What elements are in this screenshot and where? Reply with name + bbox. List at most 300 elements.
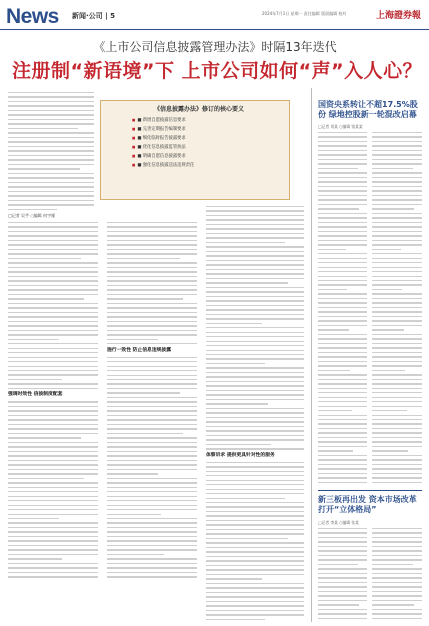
text-line bbox=[206, 502, 304, 503]
text-line bbox=[107, 464, 197, 465]
text-line bbox=[318, 159, 367, 160]
text-line bbox=[318, 410, 352, 411]
text-line bbox=[372, 276, 422, 277]
text-line bbox=[107, 536, 197, 537]
feature-item: ■ ■ 完善定期报告编制要求 bbox=[132, 125, 262, 134]
text-line bbox=[372, 582, 422, 583]
text-line bbox=[8, 464, 98, 465]
text-line bbox=[107, 262, 197, 263]
text-line bbox=[8, 415, 98, 416]
text-line bbox=[372, 302, 422, 303]
text-line bbox=[8, 549, 98, 550]
text-line bbox=[8, 482, 98, 483]
text-line bbox=[372, 392, 422, 393]
text-line bbox=[107, 424, 197, 425]
text-line bbox=[8, 339, 59, 340]
column-divider bbox=[311, 88, 312, 622]
text-line bbox=[318, 347, 367, 348]
text-line bbox=[372, 154, 422, 155]
text-line bbox=[8, 437, 81, 438]
text-line bbox=[318, 609, 367, 610]
text-line bbox=[206, 367, 304, 368]
text-line bbox=[8, 146, 94, 147]
text-line bbox=[107, 231, 197, 232]
text-line bbox=[318, 267, 367, 268]
text-line bbox=[372, 181, 422, 182]
text-line bbox=[318, 473, 367, 474]
text-line bbox=[372, 423, 422, 424]
text-line bbox=[206, 251, 304, 252]
text-line bbox=[206, 583, 304, 584]
text-line bbox=[8, 509, 98, 510]
text-line bbox=[318, 361, 367, 362]
text-line bbox=[318, 550, 367, 551]
text-line bbox=[372, 150, 422, 151]
text-line bbox=[107, 410, 197, 411]
text-line bbox=[318, 482, 367, 483]
text-line bbox=[107, 460, 197, 461]
text-line bbox=[107, 392, 180, 393]
text-line bbox=[8, 572, 98, 573]
text-line bbox=[372, 244, 422, 245]
feature-item: ■ ■ 细化临时报告披露要求 bbox=[132, 134, 262, 143]
text-line bbox=[8, 576, 98, 577]
text-line bbox=[8, 226, 98, 227]
text-line bbox=[8, 141, 94, 142]
text-line bbox=[8, 150, 94, 151]
text-line bbox=[372, 204, 422, 205]
text-line bbox=[372, 352, 422, 353]
text-line bbox=[206, 394, 304, 395]
main-byline: □记者 吴芊 ○编辑 何宇雁 bbox=[8, 213, 56, 218]
text-line bbox=[8, 253, 98, 254]
text-line bbox=[318, 231, 367, 232]
text-line bbox=[318, 235, 367, 236]
text-line bbox=[8, 370, 98, 371]
text-line bbox=[107, 307, 197, 308]
text-line bbox=[372, 441, 422, 442]
text-line bbox=[8, 321, 98, 322]
text-line bbox=[206, 417, 304, 418]
text-line bbox=[318, 150, 367, 151]
text-line bbox=[318, 208, 359, 209]
text-line bbox=[318, 455, 367, 456]
text-line bbox=[8, 379, 62, 380]
text-line bbox=[372, 600, 422, 601]
text-line bbox=[318, 204, 367, 205]
text-line bbox=[206, 233, 304, 234]
text-line bbox=[372, 379, 422, 380]
text-line bbox=[107, 289, 197, 290]
text-line bbox=[318, 459, 367, 460]
text-line bbox=[372, 365, 422, 366]
text-line bbox=[206, 246, 304, 247]
text-line bbox=[8, 249, 98, 250]
text-line bbox=[107, 370, 197, 371]
text-line bbox=[372, 397, 422, 398]
text-line bbox=[8, 357, 98, 358]
text-line bbox=[318, 222, 367, 223]
text-line bbox=[372, 464, 422, 465]
text-line bbox=[372, 145, 422, 146]
text-line bbox=[8, 460, 98, 461]
text-line bbox=[318, 365, 367, 366]
feature-title: 《信息披露办法》修订的核心要义 bbox=[153, 106, 244, 113]
text-line bbox=[107, 419, 197, 420]
text-line bbox=[206, 565, 304, 566]
text-line bbox=[206, 551, 304, 552]
text-line bbox=[318, 591, 367, 592]
text-line bbox=[206, 403, 268, 404]
text-line bbox=[372, 289, 402, 290]
text-line bbox=[318, 415, 367, 416]
text-line bbox=[206, 533, 304, 534]
text-line bbox=[372, 199, 422, 200]
text-line bbox=[8, 334, 98, 335]
text-line bbox=[206, 305, 304, 306]
text-line bbox=[8, 554, 98, 555]
text-line bbox=[318, 613, 367, 614]
text-line bbox=[107, 343, 197, 344]
text-line bbox=[318, 370, 350, 371]
main-headline: 注册制“新语境”下 上市公司如何“声”入人心？ bbox=[12, 60, 423, 82]
text-line bbox=[206, 569, 304, 570]
text-line bbox=[107, 379, 197, 380]
text-line bbox=[318, 532, 367, 533]
text-line bbox=[372, 334, 422, 335]
text-line bbox=[8, 316, 98, 317]
text-line bbox=[318, 618, 367, 619]
text-line bbox=[8, 235, 98, 236]
text-line bbox=[8, 105, 94, 106]
text-line bbox=[8, 191, 94, 192]
text-line bbox=[372, 432, 422, 433]
text-line bbox=[372, 177, 422, 178]
text-line bbox=[8, 231, 98, 232]
text-line bbox=[8, 348, 98, 349]
feature-item: ■ ■ 新增自愿披露信息要求 bbox=[132, 116, 262, 125]
text-line bbox=[206, 412, 304, 413]
text-line bbox=[107, 240, 197, 241]
text-line bbox=[8, 406, 98, 407]
text-line bbox=[372, 595, 422, 596]
text-line bbox=[8, 388, 98, 389]
text-line bbox=[8, 307, 98, 308]
text-line bbox=[107, 276, 197, 277]
text-line bbox=[107, 235, 197, 236]
text-line bbox=[206, 372, 304, 373]
text-line bbox=[318, 217, 367, 218]
feature-item: ■ ■ 明确自愿信息披露要求 bbox=[132, 152, 262, 161]
text-line bbox=[8, 410, 98, 411]
text-line bbox=[206, 255, 304, 256]
text-line bbox=[318, 298, 367, 299]
text-line bbox=[8, 540, 98, 541]
text-line bbox=[206, 435, 304, 436]
text-line bbox=[206, 237, 304, 238]
text-line bbox=[318, 464, 367, 465]
text-line bbox=[8, 527, 98, 528]
text-line bbox=[318, 186, 367, 187]
text-line bbox=[318, 432, 367, 433]
text-line bbox=[8, 545, 98, 546]
text-line bbox=[206, 498, 285, 499]
text-line bbox=[206, 296, 304, 297]
text-line bbox=[206, 224, 304, 225]
text-line bbox=[372, 240, 422, 241]
text-line bbox=[8, 446, 98, 447]
text-line bbox=[372, 383, 422, 384]
text-line bbox=[206, 242, 285, 243]
text-line bbox=[107, 357, 197, 358]
text-line bbox=[372, 235, 422, 236]
text-line bbox=[318, 302, 367, 303]
text-line bbox=[372, 163, 422, 164]
text-line bbox=[206, 439, 304, 440]
text-line bbox=[8, 168, 80, 169]
text-line bbox=[372, 249, 401, 250]
text-line bbox=[8, 209, 57, 210]
text-line bbox=[8, 428, 98, 429]
text-line bbox=[206, 354, 304, 355]
text-line bbox=[8, 303, 98, 304]
text-line bbox=[372, 406, 422, 407]
text-line bbox=[8, 222, 98, 223]
text-line bbox=[318, 132, 367, 133]
text-line bbox=[206, 314, 304, 315]
text-line bbox=[107, 222, 197, 223]
text-line bbox=[8, 558, 62, 559]
text-line bbox=[206, 228, 304, 229]
text-line bbox=[318, 329, 349, 330]
text-line bbox=[318, 289, 347, 290]
text-line bbox=[372, 213, 422, 214]
text-line bbox=[372, 550, 422, 551]
side-story-2-column-2 bbox=[372, 528, 422, 622]
side-story-2-byline: □记者 李某 ○编辑 张某 bbox=[318, 520, 359, 525]
text-line bbox=[107, 267, 197, 268]
text-line bbox=[107, 567, 197, 568]
text-line bbox=[206, 269, 304, 270]
text-line bbox=[206, 610, 304, 611]
text-line bbox=[107, 253, 197, 254]
side-story-2-title: 新三板再出发 资本市场改革打开“立体格局” bbox=[318, 495, 417, 514]
text-line bbox=[318, 280, 367, 281]
text-line bbox=[107, 397, 197, 398]
text-line bbox=[318, 428, 367, 429]
text-line bbox=[107, 280, 197, 281]
text-line bbox=[372, 338, 422, 339]
text-line bbox=[107, 258, 180, 259]
text-line bbox=[206, 318, 304, 319]
text-line bbox=[318, 419, 367, 420]
text-line bbox=[372, 477, 422, 478]
text-line bbox=[318, 541, 367, 542]
text-line bbox=[206, 336, 304, 337]
text-line bbox=[107, 321, 197, 322]
text-line bbox=[206, 578, 262, 579]
text-line bbox=[372, 428, 422, 429]
text-line bbox=[372, 573, 422, 574]
text-line bbox=[318, 343, 367, 344]
text-line bbox=[318, 450, 353, 451]
side-story-column-1 bbox=[318, 132, 367, 484]
text-line bbox=[107, 549, 197, 550]
text-line bbox=[107, 401, 197, 402]
text-line bbox=[318, 145, 367, 146]
text-line bbox=[206, 332, 304, 333]
text-line bbox=[318, 573, 367, 574]
text-line bbox=[8, 123, 94, 124]
text-line bbox=[107, 509, 197, 510]
text-line bbox=[8, 383, 98, 384]
text-line bbox=[372, 361, 422, 362]
text-line bbox=[8, 491, 98, 492]
text-line bbox=[372, 370, 405, 371]
text-line bbox=[372, 262, 422, 263]
text-line bbox=[107, 406, 197, 407]
text-line bbox=[206, 475, 304, 476]
text-line bbox=[318, 600, 367, 601]
text-line bbox=[372, 559, 422, 560]
text-line bbox=[372, 356, 422, 357]
text-line bbox=[107, 478, 197, 479]
feature-item: ■ ■ 强化信息披露违法违规责任 bbox=[132, 161, 262, 170]
text-line bbox=[107, 491, 197, 492]
text-line bbox=[206, 524, 304, 525]
text-line bbox=[107, 500, 197, 501]
text-line bbox=[8, 262, 98, 263]
text-line bbox=[206, 574, 304, 575]
text-line bbox=[318, 320, 367, 321]
article-subhead: 体察诉求 提供更具针对性的服务 bbox=[206, 452, 275, 458]
text-line bbox=[372, 195, 422, 196]
text-line bbox=[318, 379, 367, 380]
text-line bbox=[206, 489, 304, 490]
text-line bbox=[372, 159, 422, 160]
text-line bbox=[318, 397, 367, 398]
text-line bbox=[107, 469, 197, 470]
text-line bbox=[206, 260, 304, 261]
text-line bbox=[107, 334, 197, 335]
text-line bbox=[372, 528, 422, 529]
text-line bbox=[107, 514, 161, 515]
text-line bbox=[318, 564, 358, 565]
text-line bbox=[8, 455, 98, 456]
text-line bbox=[372, 190, 422, 191]
text-line bbox=[372, 482, 422, 483]
text-line bbox=[372, 564, 413, 565]
text-line bbox=[318, 271, 367, 272]
text-line bbox=[8, 267, 98, 268]
text-line bbox=[372, 415, 422, 416]
text-line bbox=[318, 168, 358, 169]
text-line bbox=[206, 538, 288, 539]
text-line bbox=[318, 577, 367, 578]
text-line bbox=[318, 555, 367, 556]
text-line bbox=[318, 240, 367, 241]
text-line bbox=[8, 244, 98, 245]
text-line bbox=[372, 374, 422, 375]
text-line bbox=[8, 419, 98, 420]
text-line bbox=[372, 222, 422, 223]
text-line bbox=[206, 480, 304, 481]
text-line bbox=[206, 560, 304, 561]
text-line bbox=[8, 401, 98, 402]
text-line bbox=[206, 358, 304, 359]
text-line bbox=[8, 536, 98, 537]
text-line bbox=[107, 375, 197, 376]
text-line bbox=[318, 352, 367, 353]
text-line bbox=[8, 114, 94, 115]
text-line bbox=[107, 545, 197, 546]
text-line bbox=[206, 323, 262, 324]
text-line bbox=[206, 529, 304, 530]
text-line bbox=[8, 119, 94, 120]
text-line bbox=[107, 576, 197, 577]
text-line bbox=[372, 311, 422, 312]
text-line bbox=[372, 325, 422, 326]
text-line bbox=[206, 520, 304, 521]
text-line bbox=[8, 522, 98, 523]
text-line bbox=[8, 442, 98, 443]
masthead-meta: 2024年7月1日 星期一 责任编辑 版面编辑 校对 bbox=[262, 11, 347, 16]
text-line bbox=[372, 293, 422, 294]
text-line bbox=[8, 567, 98, 568]
text-line bbox=[107, 325, 197, 326]
text-line bbox=[372, 168, 413, 169]
text-line bbox=[372, 388, 422, 389]
text-line bbox=[8, 424, 98, 425]
text-line bbox=[372, 419, 422, 420]
text-line bbox=[206, 215, 304, 216]
text-line bbox=[206, 605, 304, 606]
article-column-right-of-feature bbox=[296, 100, 308, 200]
text-line bbox=[372, 307, 422, 308]
text-line bbox=[372, 186, 422, 187]
text-line bbox=[206, 273, 304, 274]
text-line bbox=[206, 421, 304, 422]
text-line bbox=[206, 448, 304, 449]
text-line bbox=[107, 455, 197, 456]
text-line bbox=[206, 515, 304, 516]
article-column-3 bbox=[206, 206, 304, 622]
text-line bbox=[318, 537, 367, 538]
text-line bbox=[372, 410, 407, 411]
text-line bbox=[206, 206, 304, 207]
text-line bbox=[8, 285, 98, 286]
text-line bbox=[107, 316, 197, 317]
text-line bbox=[372, 172, 422, 173]
text-line bbox=[8, 204, 94, 205]
text-line bbox=[318, 388, 367, 389]
text-line bbox=[372, 604, 414, 605]
text-line bbox=[8, 280, 98, 281]
text-line bbox=[8, 514, 98, 515]
text-line bbox=[206, 390, 304, 391]
text-line bbox=[107, 505, 197, 506]
text-line bbox=[318, 181, 367, 182]
text-line bbox=[318, 604, 359, 605]
text-line bbox=[107, 496, 197, 497]
text-line bbox=[318, 195, 367, 196]
text-line bbox=[206, 614, 304, 615]
text-line bbox=[318, 559, 367, 560]
text-line bbox=[372, 541, 422, 542]
text-line bbox=[8, 531, 98, 532]
text-line bbox=[206, 587, 304, 588]
text-line bbox=[107, 428, 197, 429]
